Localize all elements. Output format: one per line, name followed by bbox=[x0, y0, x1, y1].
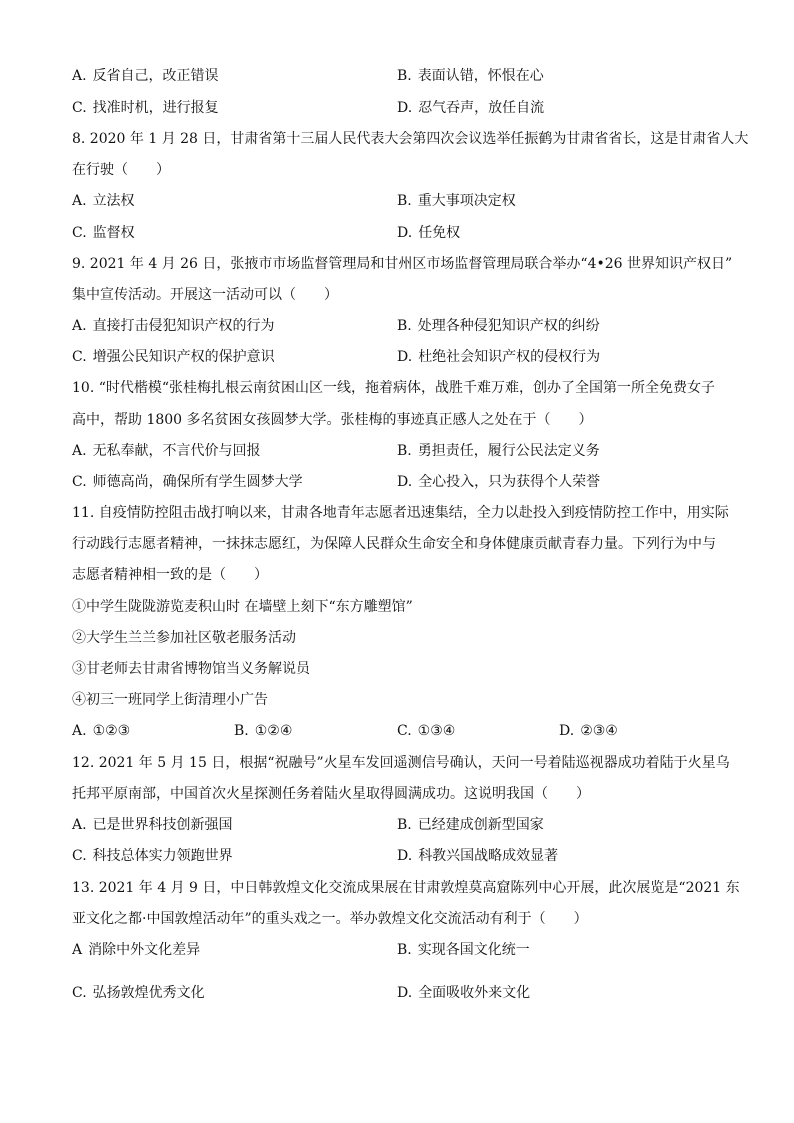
q12-option-c: C. 科技总体实力领跑世界 bbox=[72, 848, 233, 864]
q11-option-b: B. ①②④ bbox=[234, 723, 293, 739]
q9-stem-line-1: 9. 2021 年 4 月 26 日，张掖市市场监督管理局和甘州区市场监督管理局联合举办“4•26 世界知识产权日” bbox=[72, 256, 733, 272]
q7-options-row-2 bbox=[72, 98, 722, 118]
q10-options-row-1 bbox=[72, 441, 722, 461]
q10-option-b: B. 勇担责任，履行公民法定义务 bbox=[397, 443, 600, 459]
q7-option-b: B. 表面认错，怀恨在心 bbox=[397, 68, 544, 84]
q12-options-row-1 bbox=[72, 815, 722, 835]
q8-option-b: B. 重大事项决定权 bbox=[397, 193, 516, 209]
q9-stem-line-2: 集中宣传活动。开展这一活动可以（ ） bbox=[72, 287, 338, 303]
q12-option-b: B. 已经建成创新型国家 bbox=[397, 817, 544, 833]
q10-stem-line-1: 10. “时代楷模“张桂梅扎根云南贫困山区一线，拖着病体，战胜千难万难，创办了全国第一所全免费女子 bbox=[72, 380, 716, 396]
q8-options-row-1 bbox=[72, 191, 722, 211]
q11-option-a: A. ①②③ bbox=[72, 723, 131, 739]
q7-option-d: D. 忍气吞声，放任自流 bbox=[397, 100, 545, 116]
q10-option-a: A. 无私奉献，不言代价与回报 bbox=[72, 443, 261, 459]
q9-option-d: D. 杜绝社会知识产权的侵权行为 bbox=[397, 349, 601, 365]
q8-option-a: A. 立法权 bbox=[72, 193, 135, 209]
q12-stem-line-1: 12. 2021 年 5 月 15 日，根据“祝融号”火星车发回遥测信号确认，天问一号着陆巡视器成功着陆于火星乌 bbox=[72, 755, 730, 771]
q8-options-row-2 bbox=[72, 223, 722, 243]
q13-stem-line-2: 亚文化之都·中国敦煌活动年”的重头戏之一。举办敦煌文化交流活动有利于（ ） bbox=[72, 911, 588, 927]
q9-options-row-2 bbox=[72, 347, 722, 367]
q7-options-row-1 bbox=[72, 66, 722, 86]
q12-stem-line-2: 托邦平原南部，中国首次火星探测任务着陆火星取得圆满成功。这说明我国（ ） bbox=[72, 786, 590, 802]
q11-option-c: C. ①③④ bbox=[397, 723, 456, 739]
q11-item-3: ③甘老师去甘肃省博物馆当义务解说员 bbox=[72, 661, 310, 677]
q8-option-c: C. 监督权 bbox=[72, 225, 135, 241]
q11-item-2: ②大学生兰兰参加社区敬老服务活动 bbox=[72, 630, 296, 646]
q10-option-c: C. 师德高尚，确保所有学生圆梦大学 bbox=[72, 474, 303, 490]
q13-option-a: A 消除中外文化差异 bbox=[72, 942, 201, 958]
q10-option-d: D. 全心投入，只为获得个人荣誉 bbox=[397, 474, 601, 490]
q8-stem-line-1: 8. 2020 年 1 月 28 日，甘肃省第十三届人民代表大会第四次会议选举任振鹤为甘肃省省长，这是甘肃省人大 bbox=[72, 131, 749, 147]
q8-stem-line-2: 在行驶（ ） bbox=[72, 162, 170, 178]
q13-option-b: B. 实现各国文化统一 bbox=[397, 942, 530, 958]
q7-option-a: A. 反省自己，改正错误 bbox=[72, 68, 219, 84]
q9-option-c: C. 增强公民知识产权的保护意识 bbox=[72, 349, 275, 365]
q13-option-c: C. 弘扬敦煌优秀文化 bbox=[72, 985, 205, 1001]
q9-option-a: A. 直接打击侵犯知识产权的行为 bbox=[72, 318, 275, 334]
q10-stem-line-2: 高中，帮助 1800 多名贫困女孩圆梦大学。张桂梅的事迹真正感人之处在于（ ） bbox=[72, 412, 593, 428]
q9-option-b: B. 处理各种侵犯知识产权的纠纷 bbox=[397, 318, 600, 334]
q10-options-row-2 bbox=[72, 472, 722, 492]
q12-option-a: A. 已是世界科技创新强国 bbox=[72, 817, 233, 833]
q12-options-row-2 bbox=[72, 846, 722, 866]
q8-option-d: D. 任免权 bbox=[397, 225, 461, 241]
q13-option-d: D. 全面吸收外来文化 bbox=[397, 985, 531, 1001]
q12-option-d: D. 科教兴国战略成效显著 bbox=[397, 848, 559, 864]
q11-item-1: ①中学生陇陇游览麦积山时 在墙壁上刻下“东方雕塑馆” bbox=[72, 599, 413, 615]
q13-stem-line-1: 13. 2021 年 4 月 9 日，中日韩敦煌文化交流成果展在甘肃敦煌莫高窟陈列中心开展，此次展览是“2021 东 bbox=[72, 880, 740, 896]
q11-stem-line-1: 11. 自疫情防控阻击战打响以来，甘肃各地青年志愿者迅速集结，全力以赴投入到疫情防控工作中，用实际 bbox=[72, 505, 729, 521]
q11-item-4: ④初三一班同学上街清理小广告 bbox=[72, 692, 268, 708]
q11-options-row bbox=[72, 721, 722, 741]
q9-options-row-1 bbox=[72, 316, 722, 336]
q7-option-c: C. 找准时机，进行报复 bbox=[72, 100, 219, 116]
q11-option-d: D. ②③④ bbox=[559, 723, 618, 739]
q11-stem-line-2: 行动践行志愿者精神，一抹抹志愿红，为保障人民群众生命安全和身体健康贡献青春力量。下列行为中与 bbox=[72, 536, 716, 552]
q13-options-row-2 bbox=[72, 983, 722, 1003]
q11-stem-line-3: 志愿者精神相一致的是（ ） bbox=[72, 567, 268, 583]
q13-options-row-1 bbox=[72, 940, 722, 960]
